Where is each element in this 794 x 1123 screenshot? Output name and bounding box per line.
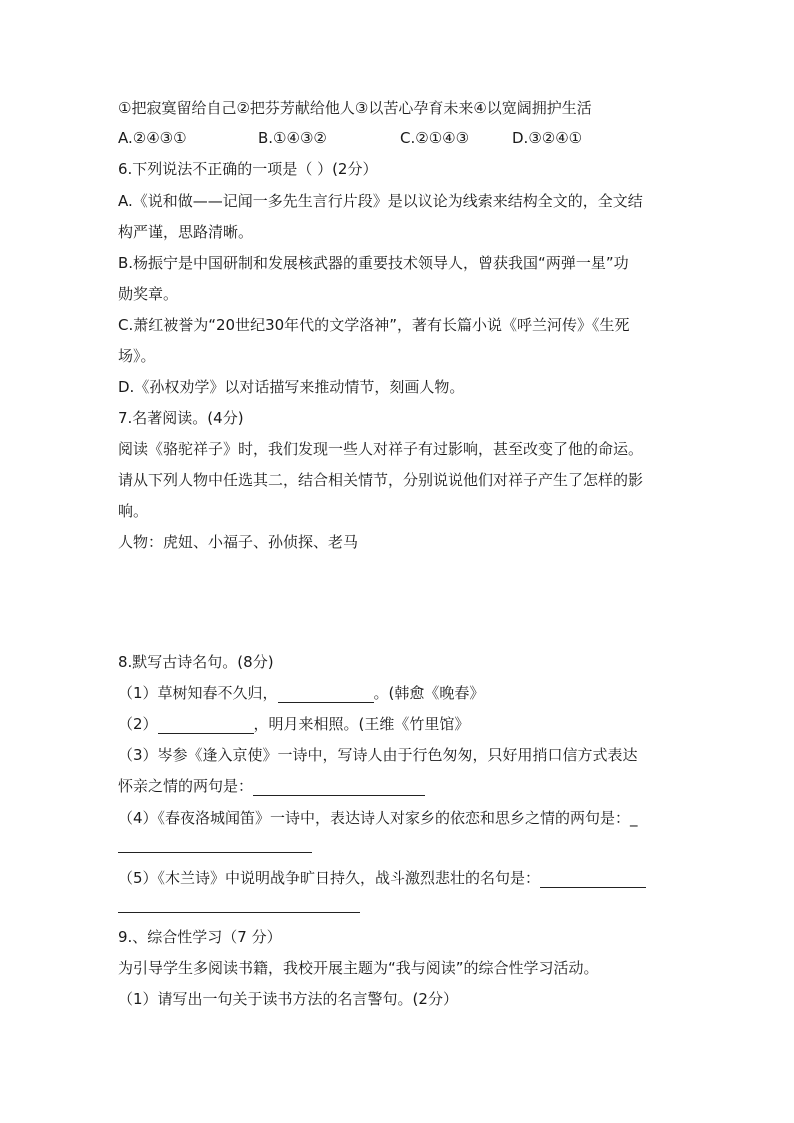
q8-item-3-line1: （3）岑参《逢入京使》一诗中，写诗人由于行色匆匆，只好用捎口信方式表达	[118, 746, 638, 764]
q8-item-1-source: 。(韩愈《晚春》	[373, 684, 485, 702]
q6-option-a-line2: 构严谨，思路清晰。	[118, 223, 254, 241]
answer-blank[interactable]	[278, 686, 374, 703]
q8-item-2	[118, 714, 469, 734]
q8-title: 8.默写古诗名句。(8分)	[118, 653, 274, 671]
q9-intro: 为引导学生多阅读书籍，我校开展主题为“我与阅读”的综合性学习活动。	[118, 959, 599, 977]
q5-option-c: C.②①④③	[400, 129, 470, 147]
q5-items: ①把寂寞留给自己②把芬芳献给他人③以苦心孕育未来④以宽阔拥护生活	[118, 99, 592, 117]
q6-option-b-line1: B.杨振宁是中国研制和发展核武器的重要技术领导人，曾获我国“两弹一星”功	[118, 254, 629, 272]
q8-item-1-text: （1）草树知春不久归，	[118, 684, 278, 702]
q9-item-1: （1）请写出一句关于读书方法的名言警句。(2分）	[118, 990, 458, 1008]
q6-option-c-line2: 场》。	[118, 347, 156, 365]
q5-option-d: D.③②④①	[512, 129, 583, 147]
q6-option-d: D.《孙权劝学》以对话描写来推动情节，刻画人物。	[118, 378, 465, 396]
q8-item-2-label: （2）	[118, 715, 158, 733]
q7-para-line3: 响。	[118, 502, 149, 520]
answer-blank[interactable]	[158, 717, 254, 734]
q8-item-4: （4）《春夜洛城闻笛》一诗中，表达诗人对家乡的依恋和思乡之情的两句是：_	[118, 809, 638, 827]
q7-people: 人物：虎妞、小福子、孙侦探、老马	[118, 533, 359, 551]
q9-title: 9.、综合性学习（7 分）	[118, 928, 282, 946]
answer-blank[interactable]	[540, 871, 646, 888]
q6-option-a-line1: A.《说和做——记闻一多先生言行片段》是以议论为线索来结构全文的，全文结	[118, 192, 643, 210]
q8-item-3-prompt: 怀亲之情的两句是：	[118, 777, 254, 795]
q8-item-1	[118, 683, 484, 703]
q8-item-2-text: ，明月来相照。(王维《竹里馆》	[253, 715, 470, 733]
q8-item-3-line2	[118, 776, 425, 796]
answer-line[interactable]	[118, 852, 312, 853]
q7-para-line1: 阅读《骆驼祥子》时，我们发现一些人对祥子有过影响，甚至改变了他的命运。	[118, 440, 644, 458]
q7-title: 7.名著阅读。(4分)	[118, 409, 244, 427]
q8-item-5	[118, 868, 646, 888]
q6-option-b-line2: 勋奖章。	[118, 285, 179, 303]
q8-item-5-prompt: （5）《木兰诗》中说明战争旷日持久，战斗激烈悲壮的名句是：	[118, 869, 541, 887]
answer-blank[interactable]	[253, 779, 425, 796]
answer-line[interactable]	[118, 912, 360, 913]
q6-option-c-line1: C.萧红被誉为“20世纪30年代的文学洛神”，著有长篇小说《呼兰河传》《生死	[118, 316, 630, 334]
q7-para-line2: 请从下列人物中任选其二，结合相关情节，分别说说他们对祥子产生了怎样的影	[118, 471, 644, 489]
q5-option-b: B.①④③②	[258, 129, 327, 147]
q6-stem: 6.下列说法不正确的一项是（ ）(2分）	[118, 160, 378, 178]
q5-option-a: A.②④③①	[118, 129, 187, 147]
